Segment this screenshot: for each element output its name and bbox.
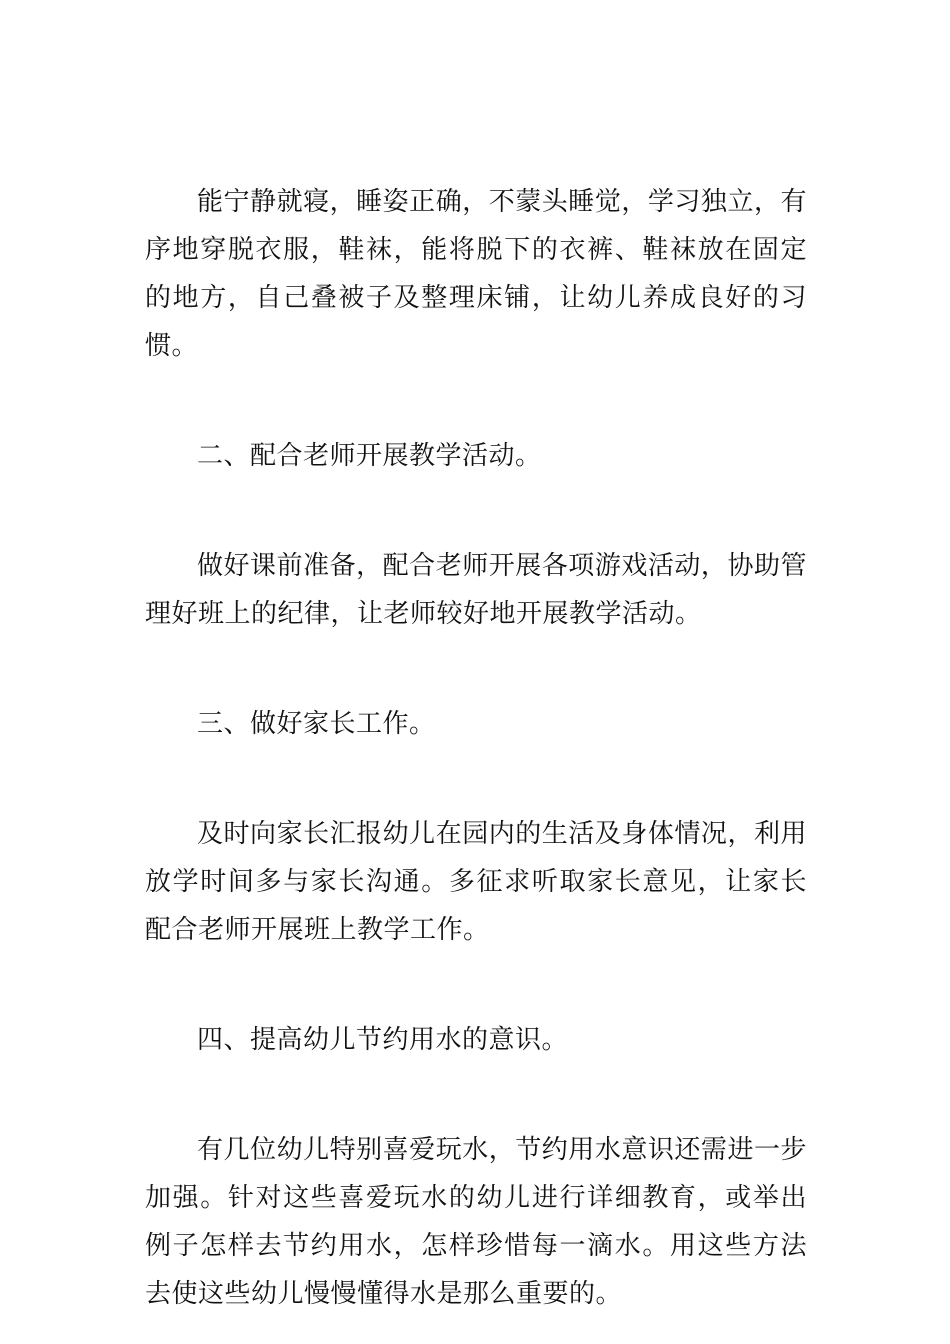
paragraph-gap [145, 1064, 807, 1126]
paragraph-teaching-support: 做好课前准备，配合老师开展各项游戏活动，协助管理好班上的纪律，让老师较好地开展教学活动。 [145, 551, 807, 629]
heading-section-3: 三、做好家长工作。 [197, 709, 436, 739]
paragraph-gap [145, 954, 807, 1016]
paragraph-water-saving: 有几位幼儿特别喜爱玩水，节约用水意识还需进一步加强。针对这些喜爱玩水的幼儿进行详细教育，或举出例子怎样去节约用水，怎样珍惜每一滴水。用这些方法去使这些幼儿慢慢懂得水是那么重要的。 [145, 1135, 807, 1309]
paragraph-gap [145, 638, 807, 700]
paragraph-gap [145, 370, 807, 432]
paragraph-sleep-habits: 能宁静就寝，睡姿正确，不蒙头睡觉，学习独立，有序地穿脱衣服，鞋袜，能将脱下的衣裤、鞋袜放在固定的地方，自己叠被子及整理床铺，让幼儿养成良好的习惯。 [145, 187, 807, 361]
paragraph-gap [145, 748, 807, 810]
document-body [145, 178, 807, 1318]
paragraph-gap [145, 480, 807, 542]
heading-section-4: 四、提高幼儿节约用水的意识。 [197, 1025, 569, 1055]
paragraph-parent-communication: 及时向家长汇报幼儿在园内的生活及身体情况，利用放学时间多与家长沟通。多征求听取家长意见，让家长配合老师开展班上教学工作。 [145, 819, 807, 945]
heading-section-2: 二、配合老师开展教学活动。 [197, 441, 542, 471]
